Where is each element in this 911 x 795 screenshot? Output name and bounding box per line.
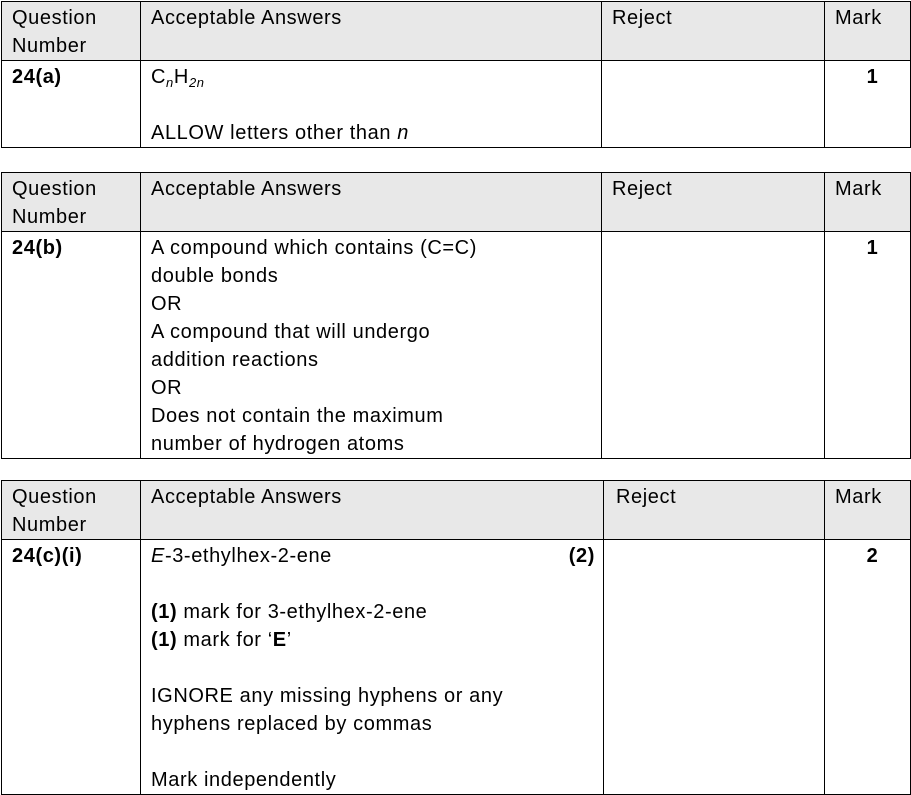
header-reject: Reject bbox=[602, 173, 825, 232]
ignore-note-line2: hyphens replaced by commas bbox=[151, 713, 433, 735]
question-number: 24(c)(i) bbox=[2, 540, 141, 795]
answer-line: OR bbox=[151, 377, 183, 399]
answer-marks: (2) bbox=[568, 545, 595, 567]
reject-cell bbox=[602, 232, 825, 459]
header-acceptable-answers: Acceptable Answers bbox=[141, 481, 604, 540]
mark-point-2: (1) mark for ‘E’ bbox=[151, 629, 292, 651]
header-mark: Mark bbox=[825, 481, 911, 540]
ignore-note-line1: IGNORE any missing hyphens or any bbox=[151, 685, 504, 707]
header-reject: Reject bbox=[604, 481, 825, 540]
allow-note: ALLOW letters other than n bbox=[151, 122, 409, 144]
mark-scheme-table-24a bbox=[1, 1, 911, 148]
reject-cell bbox=[604, 540, 825, 795]
mark-scheme-table-24ci bbox=[1, 480, 911, 795]
reject-cell bbox=[602, 61, 825, 148]
header-acceptable-answers: Acceptable Answers bbox=[141, 2, 602, 61]
header-question-number: Question Number bbox=[2, 2, 141, 61]
question-number: 24(a) bbox=[2, 61, 141, 148]
acceptable-answers-cell bbox=[141, 540, 604, 795]
answer-line: A compound which contains (C=C) bbox=[151, 237, 477, 259]
answer-line: number of hydrogen atoms bbox=[151, 433, 405, 455]
header-mark: Mark bbox=[825, 173, 911, 232]
header-mark: Mark bbox=[825, 2, 911, 61]
answer-line: A compound that will undergo bbox=[151, 321, 431, 343]
acceptable-answers-cell bbox=[141, 232, 602, 459]
header-reject: Reject bbox=[602, 2, 825, 61]
mark-cell: 1 bbox=[825, 232, 911, 459]
answer-line: addition reactions bbox=[151, 349, 319, 371]
formula-cnh2n: $C_nH_{2n}$ bbox=[151, 66, 205, 90]
question-number: 24(b) bbox=[2, 232, 141, 459]
header-row bbox=[2, 481, 911, 540]
header-row bbox=[2, 2, 911, 61]
answer-name-line: E-3-ethylhex-2-ene (2) bbox=[151, 542, 603, 570]
independent-note: Mark independently bbox=[151, 769, 337, 791]
mark-scheme-table-24b bbox=[1, 172, 911, 459]
acceptable-answers-cell bbox=[141, 61, 602, 148]
answer-row bbox=[2, 61, 911, 148]
answer-line: double bonds bbox=[151, 265, 279, 287]
answer-line: OR bbox=[151, 293, 183, 315]
header-row bbox=[2, 173, 911, 232]
answer-row bbox=[2, 540, 911, 795]
mark-cell: 1 bbox=[825, 61, 911, 148]
mark-cell: 2 bbox=[825, 540, 911, 795]
header-acceptable-answers: Acceptable Answers bbox=[141, 173, 602, 232]
header-question-number: Question Number bbox=[2, 173, 141, 232]
mark-point-1: (1) mark for 3-ethylhex-2-ene bbox=[151, 601, 428, 623]
answer-line: Does not contain the maximum bbox=[151, 405, 444, 427]
answer-row bbox=[2, 232, 911, 459]
header-question-number: Question Number bbox=[2, 481, 141, 540]
